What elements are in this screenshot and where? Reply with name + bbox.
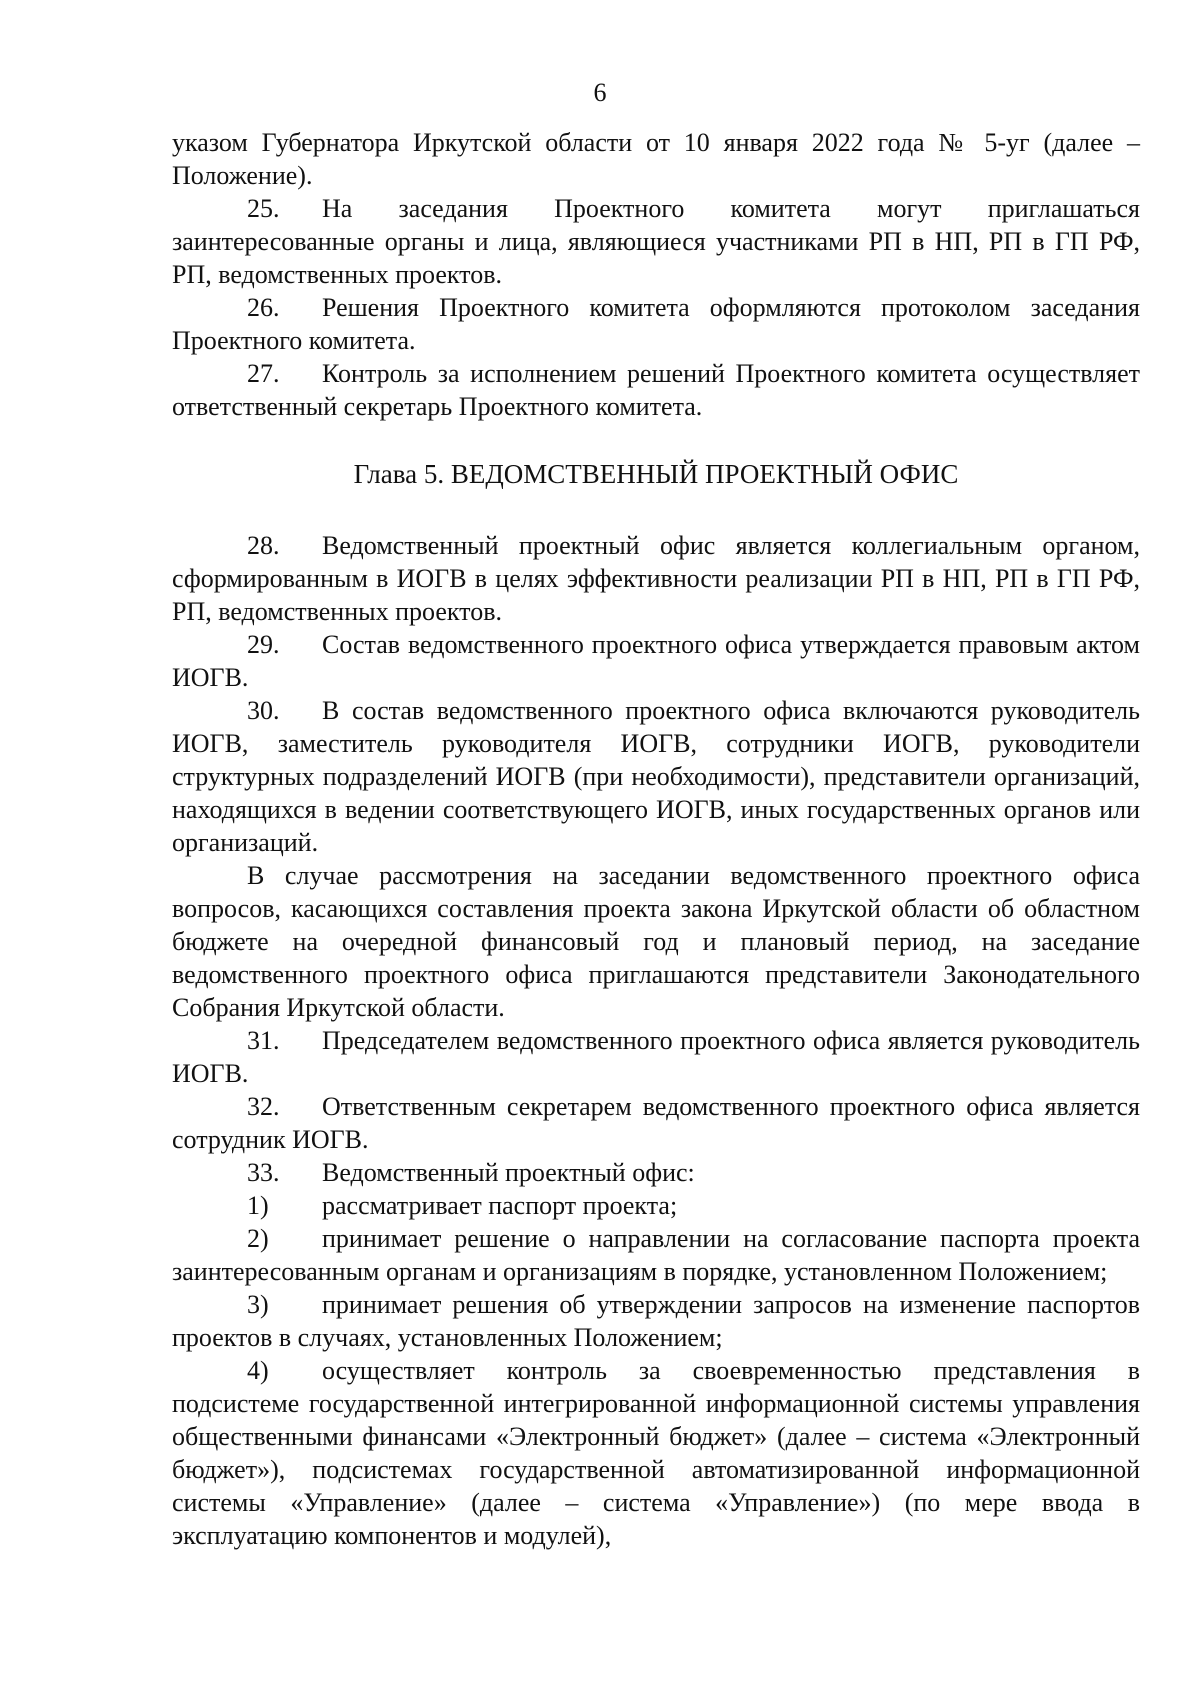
- section-before-heading: [172, 126, 1140, 423]
- paragraph-numbered: [172, 291, 1140, 357]
- paragraph-number: 29.: [247, 630, 280, 659]
- paragraph-text: указом Губернатора Иркутской области от 10 января 2022 года № 5-уг (далее – Положение).: [172, 128, 1140, 190]
- paragraph-text: Ответственным секретарем ведомственного проектного офиса является сотрудник ИОГВ.: [172, 1092, 1140, 1154]
- list-item: [172, 1189, 1140, 1222]
- paragraph-number: 26.: [247, 293, 280, 322]
- paragraph-number: 28.: [247, 531, 280, 560]
- paragraph-text: Состав ведомственного проектного офиса утверждается правовым актом ИОГВ.: [172, 630, 1140, 692]
- paragraph: [172, 126, 1140, 192]
- paragraph-number: 30.: [247, 696, 280, 725]
- paragraph-numbered: [172, 694, 1140, 859]
- list-item: [172, 1222, 1140, 1288]
- list-item: [172, 1354, 1140, 1552]
- paragraph-number: 33.: [247, 1158, 280, 1187]
- paragraph-numbered: [172, 1090, 1140, 1156]
- list-item-number: 1): [247, 1191, 269, 1220]
- list-item-text: рассматривает паспорт проекта;: [322, 1191, 678, 1220]
- paragraph-text: На заседания Проектного комитета могут приглашаться заинтересованные органы и лица, являющиеся участниками РП в НП, РП в ГП РФ, РП, ведомственных проектов.: [172, 194, 1140, 289]
- page-number: 6: [593, 78, 607, 107]
- paragraph-text: Решения Проектного комитета оформляются протоколом заседания Проектного комитета.: [172, 293, 1140, 355]
- list-item-number: 2): [247, 1224, 269, 1253]
- chapter-heading: Глава 5. ВЕДОМСТВЕННЫЙ ПРОЕКТНЫЙ ОФИС: [353, 459, 959, 489]
- paragraph-number: 25.: [247, 194, 280, 223]
- paragraph-text: В случае рассмотрения на заседании ведомственного проектного офиса вопросов, касающихся составления проекта закона Иркутской области об областном бюджете на очередной финансовый год и плановый период, на заседание ведомственного проектного офиса приглашаются представители Законодательного Собрания Иркутской области.: [172, 861, 1140, 1022]
- list-item-text: принимает решения об утверждении запросов на изменение паспортов проектов в случаях, установленных Положением;: [172, 1290, 1140, 1352]
- list-item-text: осуществляет контроль за своевременностью представления в подсистеме государственной интегрированной информационной системы управления общественными финансами «Электронный бюджет» (далее – система «Электронный бюджет»), подсистемах государственной автоматизированной информационной системы «Управление» (далее – система «Управление») (по мере ввода в эксплуатацию компонентов и модулей),: [172, 1356, 1140, 1550]
- paragraph-number: 31.: [247, 1026, 280, 1055]
- document-body: [172, 126, 1140, 1552]
- paragraph: [172, 859, 1140, 1024]
- paragraph-numbered: [172, 529, 1140, 628]
- paragraph-text: Председателем ведомственного проектного офиса является руководитель ИОГВ.: [172, 1026, 1140, 1088]
- paragraph-numbered: [172, 192, 1140, 291]
- paragraph-numbered: [172, 357, 1140, 423]
- paragraph-number: 32.: [247, 1092, 280, 1121]
- list-item-number: 3): [247, 1290, 269, 1319]
- paragraph-text: Ведомственный проектный офис:: [322, 1158, 695, 1187]
- paragraph-text: В состав ведомственного проектного офиса включаются руководитель ИОГВ, заместитель руководителя ИОГВ, сотрудники ИОГВ, руководители структурных подразделений ИОГВ (при необходимости), представители организаций, находящихся в ведении соответствующего ИОГВ, иных государственных органов или организаций.: [172, 696, 1140, 857]
- paragraph-numbered: [172, 1024, 1140, 1090]
- list-item: [172, 1288, 1140, 1354]
- paragraph-numbered: [172, 1156, 1140, 1189]
- paragraph-text: Контроль за исполнением решений Проектного комитета осуществляет ответственный секретарь Проектного комитета.: [172, 359, 1140, 421]
- paragraph-numbered: [172, 628, 1140, 694]
- list-item-number: 4): [247, 1356, 269, 1385]
- list-item-text: принимает решение о направлении на согласование паспорта проекта заинтересованным органам и организациям в порядке, установленном Положением;: [172, 1224, 1140, 1286]
- paragraph-number: 27.: [247, 359, 280, 388]
- paragraph-text: Ведомственный проектный офис является коллегиальным органом, сформированным в ИОГВ в целях эффективности реализации РП в НП, РП в ГП РФ, РП, ведомственных проектов.: [172, 531, 1140, 626]
- section-after-heading: [172, 529, 1140, 1552]
